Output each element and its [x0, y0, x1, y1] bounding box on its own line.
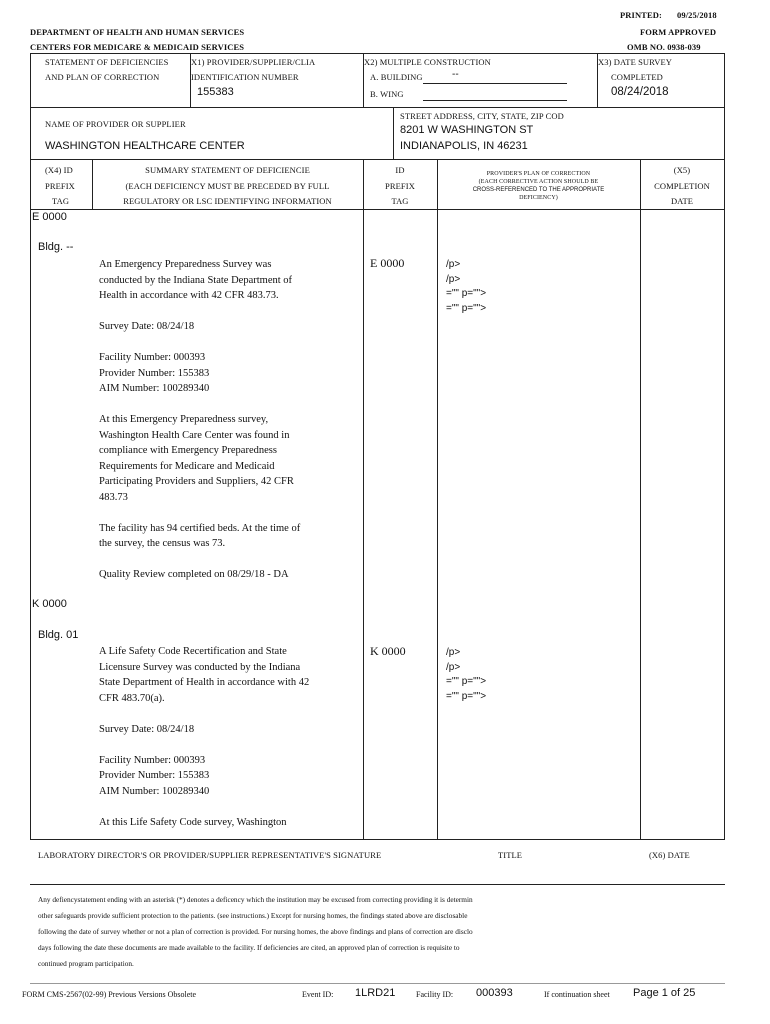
summary-header-3: REGULATORY OR LSC IDENTIFYING INFORMATION: [123, 196, 332, 206]
x5-header-1: (X5): [673, 165, 691, 175]
k-paragraph: A Life Safety Code Recertification and State Licensure Survey was conducted by the Indiana State Department of Health in accordance with 42 CFR 483.70(a).: [99, 646, 310, 704]
provider-id-value: 155383: [197, 86, 234, 98]
x4-header-2: PREFIX: [45, 181, 75, 191]
department-title: DEPARTMENT OF HEALTH AND HUMAN SERVICES: [30, 27, 245, 37]
correction-line: ="" p="">: [446, 302, 487, 314]
event-id-label: Event ID:: [302, 990, 334, 999]
address-line-1: 8201 W WASHINGTON ST: [400, 124, 534, 136]
e-building: Bldg. --: [38, 241, 74, 253]
e-paragraph: At this Emergency Preparedness survey, Washington Health Care Center was found in compliance with Emergency Preparedness Requirements for Medicare and Medicaid Participating Providers and Suppliers, 42 CFR 483.73: [99, 414, 294, 503]
correction-line: /p>: [446, 273, 461, 285]
disclaimer-line: Any defiencystatement ending with an asterisk (*) denotes a deficency which the institution may be excused from correcting providing it is determin: [38, 895, 473, 904]
omb-number: OMB NO. 0938-039: [627, 42, 701, 52]
statement-label-1: STATEMENT OF DEFICIENCIES: [45, 57, 169, 67]
k-corrections: [446, 646, 486, 704]
e-paragraph: An Emergency Preparedness Survey was conducted by the Indiana State Department of Health in accordance with 42 CFR 483.73.: [99, 259, 293, 301]
x4-header-1: (X4) ID: [45, 165, 73, 175]
summary-header-2: (EACH DEFICIENCY MUST BE PRECEDED BY FULL: [125, 181, 330, 191]
x5-header-2: COMPLETION: [654, 181, 710, 191]
building-label: A. BUILDING: [370, 72, 423, 82]
k-tag-left: K 0000: [32, 598, 67, 610]
facility-id-label: Facility ID:: [416, 990, 454, 999]
wing-label: B. WING: [370, 89, 404, 99]
x1-label-1: X1) PROVIDER/SUPPLIER/CLIA: [191, 57, 316, 67]
disclaimer-line: continued program participation.: [38, 959, 134, 968]
e-paragraph: Facility Number: 000393 Provider Number: 155383 AIM Number: 100289340: [99, 352, 210, 394]
page-number: Page 1 of 25: [633, 987, 696, 999]
summary-header-1: SUMMARY STATEMENT OF DEFICIENCIE: [145, 165, 310, 175]
signature-label: LABORATORY DIRECTOR'S OR PROVIDER/SUPPLIER REPRESENTATIVE'S SIGNATURE: [38, 850, 382, 860]
provider-name-value: WASHINGTON HEALTHCARE CENTER: [45, 140, 245, 152]
plan-header-4: DEFICIENCY): [519, 195, 558, 201]
k-summary-text: [99, 644, 309, 846]
id-header-3: TAG: [391, 196, 409, 206]
x3-label-1: X3) DATE SURVEY: [598, 57, 673, 67]
k-paragraph: At this Life Safety Code survey, Washington: [99, 816, 287, 828]
x1-label-2: IDENTIFICATION NUMBER: [191, 72, 299, 82]
correction-line: /p>: [446, 259, 461, 270]
statement-label-2: AND PLAN OF CORRECTION: [45, 72, 160, 82]
plan-header-2: (EACH CORRECTIVE ACTION SHOULD BE: [478, 179, 599, 185]
address-line-2: INDIANAPOLIS, IN 46231: [400, 140, 528, 152]
disclaimer-line: days following the date these documents are made available to the facility. If deficiencies are cited, an approved plan of correction is requisite to: [38, 943, 460, 952]
disclaimer: [38, 892, 473, 972]
building-value: --: [452, 69, 459, 80]
printed-label: PRINTED:: [620, 10, 662, 20]
k-tag-right: K 0000: [370, 644, 406, 658]
survey-date-value: 08/24/2018: [611, 86, 669, 98]
id-header-1: ID: [395, 165, 405, 175]
correction-line: /p>: [446, 647, 461, 658]
e-tag-right: E 0000: [370, 256, 405, 270]
k-paragraph: Facility Number: 000393 Provider Number: 155383 AIM Number: 100289340: [99, 754, 210, 797]
correction-line: ="" p="">: [446, 288, 487, 299]
e-paragraph: The facility has 94 certified beds. At the time of the survey, the census was 73.: [99, 522, 301, 549]
form-number: FORM CMS-2567(02-99) Previous Versions Obsolete: [22, 990, 197, 999]
address-label: STREET ADDRESS, CITY, STATE, ZIP COD: [400, 111, 564, 121]
plan-header-3: CROSS-REFERENCED TO THE APPROPRIATE: [472, 187, 605, 193]
provider-name-label: NAME OF PROVIDER OR SUPPLIER: [45, 119, 186, 129]
x2-label: X2) MULTIPLE CONSTRUCTION: [364, 57, 491, 67]
k-paragraph: Survey Date: 08/24/18: [99, 723, 195, 735]
k-building: Bldg. 01: [38, 629, 79, 641]
x3-label-2: COMPLETED: [611, 72, 663, 82]
date-label: (X6) DATE: [649, 850, 690, 860]
x5-header-3: DATE: [670, 196, 694, 206]
form-approved: FORM APPROVED: [640, 27, 717, 37]
id-header-2: PREFIX: [385, 181, 415, 191]
facility-id-value: 000393: [476, 987, 513, 999]
correction-line: ="" p="">: [446, 676, 487, 687]
correction-line: /p>: [446, 661, 461, 673]
event-id-value: 1LRD21: [355, 987, 396, 999]
e-paragraph: Survey Date: 08/24/18: [99, 321, 195, 332]
title-label: TITLE: [498, 850, 523, 860]
e-corrections: [446, 258, 486, 316]
continuation-label: If continuation sheet: [544, 990, 610, 999]
disclaimer-line: other safeguards provide sufficient protection to the patients. (see instructions.) Except for nursing homes, the findings stated above are disclosable: [38, 911, 468, 920]
e-summary-text: [99, 257, 300, 598]
e-paragraph: Quality Review completed on 08/29/18 - DA: [99, 569, 289, 580]
x4-header-3: TAG: [52, 196, 70, 206]
e-tag-left: E 0000: [32, 211, 67, 223]
printed-date: 09/25/2018: [677, 10, 717, 20]
plan-header-1: PROVIDER'S PLAN OF CORRECTION: [486, 171, 591, 177]
centers-title: CENTERS FOR MEDICARE & MEDICAID SERVICES: [30, 42, 245, 52]
disclaimer-line: following the date of survey whether or not a plan of correction is provided. For nursing homes, the above findings and plans of correction are disclo: [38, 927, 473, 936]
correction-line: ="" p="">: [446, 690, 487, 702]
